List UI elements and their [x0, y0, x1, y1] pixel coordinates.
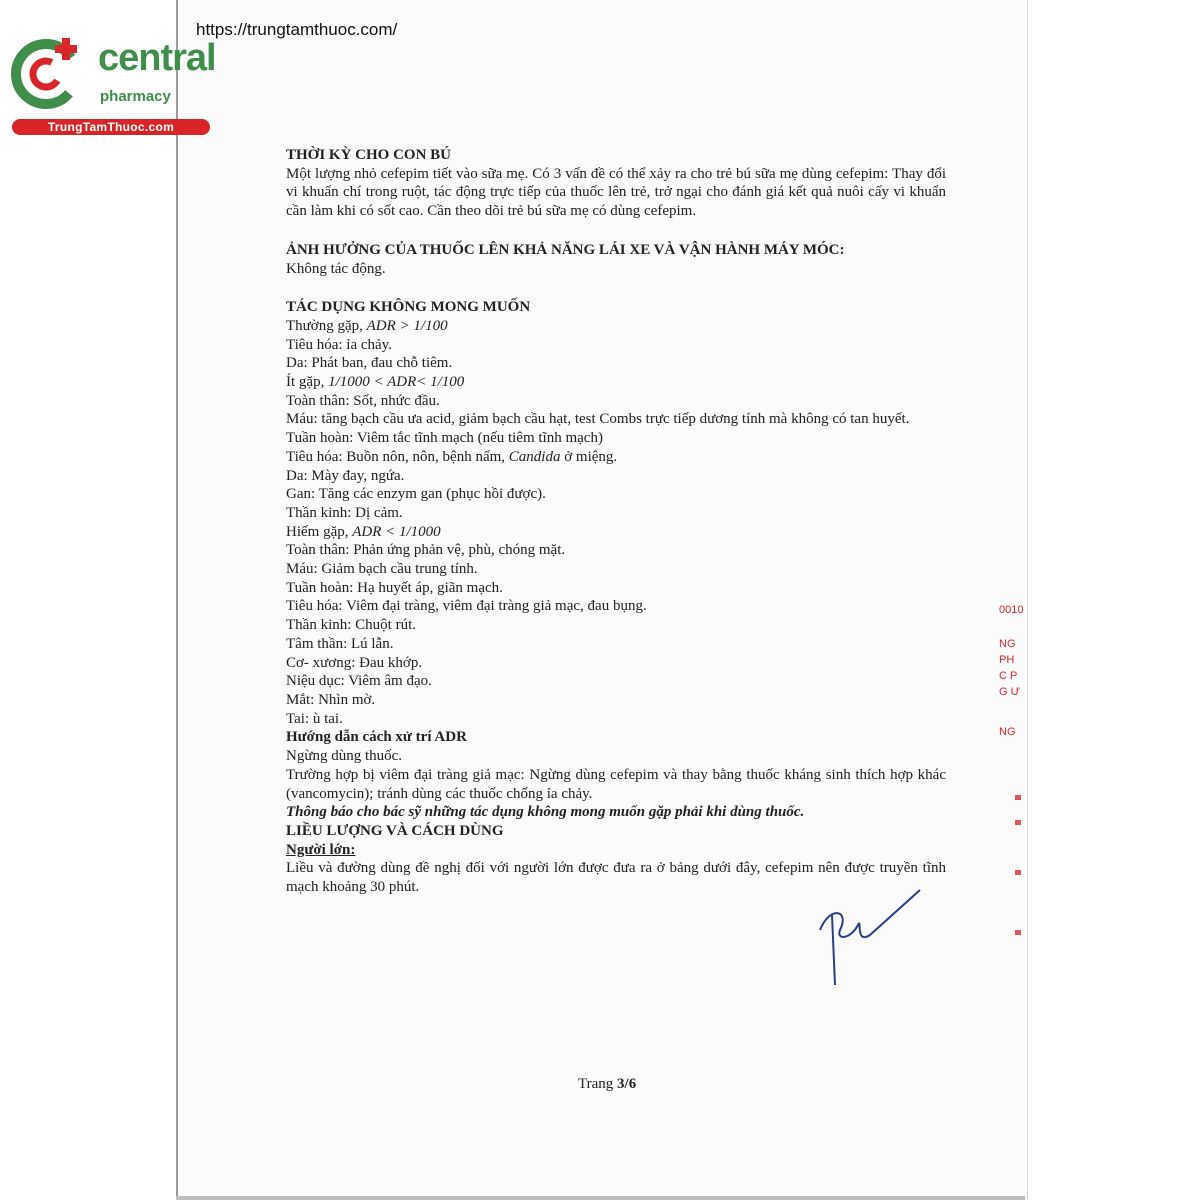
logo-text: central — [98, 37, 216, 79]
list-item: Da: Mày đay, ngứa. — [286, 467, 405, 484]
stamp-text: C P — [999, 670, 1018, 682]
frequency-value: ADR < 1/1000 — [352, 523, 441, 540]
list-item: Thần kinh: Dị cảm. — [286, 504, 403, 521]
stamp-text: NG — [999, 726, 1016, 738]
list-item: Ngừng dùng thuốc. — [286, 748, 403, 765]
page-label: Trang — [578, 1076, 618, 1092]
frequency-label: Thường gặp, — [286, 317, 367, 334]
stamp-mark — [1015, 795, 1021, 800]
list-item: Cơ- xương: Đau khớp. — [286, 654, 423, 671]
section-title-driving: ẢNH HƯỞNG CỦA THUỐC LÊN KHẢ NĂNG LÁI XE VÀ VẬN HÀNH MÁY MÓC: — [286, 241, 845, 258]
list-item — [286, 448, 946, 467]
list-item: Tuần hoàn: Hạ huyết áp, giãn mạch. — [286, 579, 503, 596]
frequency-common — [286, 317, 946, 336]
list-item: Tuần hoàn: Viêm tắc tĩnh mạch (nếu tiêm tĩnh mạch) — [286, 430, 603, 447]
section-title-breastfeeding: THỜI KỲ CHO CON BÚ — [286, 147, 452, 163]
list-item: Da: Phát ban, đau chỗ tiêm. — [286, 355, 453, 372]
list-item: Tai: ù tai. — [286, 710, 343, 727]
list-item: Máu: tăng bạch cầu ưa acid, giảm bạch cầu hạt, test Combs trực tiếp dương tính mà không có tan huyết. — [286, 411, 910, 428]
document-body — [286, 146, 946, 897]
site-url[interactable]: https://trungtamthuoc.com/ — [196, 20, 398, 39]
frequency-label: Ít gặp, — [286, 374, 329, 391]
logo-band[interactable]: TrungTamThuoc.com — [12, 119, 210, 135]
dosage-paragraph: Liều và đường dùng đề nghị đối với người lớn được đưa ra ở bảng dưới đây, cefepim nên được truyền tĩnh mạch khoảng 30 phút. — [286, 860, 946, 896]
stamp-text: 0010 — [999, 604, 1024, 616]
notice-text: Thông báo cho bác sỹ những tác dụng không mong muốn gặp phải khi dùng thuốc. — [286, 804, 805, 821]
logo-subtitle: pharmacy — [100, 88, 171, 105]
stamp-text: NG — [999, 638, 1016, 650]
list-item: Trường hợp bị viêm đại tràng giả mạc: Ngừng dùng cefepim và thay bằng thuốc kháng sinh thích hợp khác (vancomycin); tránh dùng các thuốc chống ỉa chảy. — [286, 766, 946, 802]
page-number — [578, 1076, 636, 1093]
stamp-text: G Ư — [999, 686, 1021, 698]
list-item: Mắt: Nhìn mờ. — [286, 691, 376, 708]
list-item: Tiêu hóa: Viêm đại tràng, viêm đại tràng giả mạc, đau bụng. — [286, 598, 647, 615]
list-item-text: ở miệng. — [560, 448, 618, 465]
list-item: Tiêu hóa: ỉa chảy. — [286, 336, 392, 353]
driving-paragraph: Không tác động. — [286, 260, 386, 277]
frequency-value: ADR > 1/100 — [366, 317, 448, 334]
candida-term: Candida — [508, 448, 561, 465]
signature-mark — [810, 885, 930, 995]
list-item: Toàn thân: Phản ứng phản vệ, phù, chóng mặt. — [286, 542, 566, 559]
frequency-value: 1/1000 < ADR< 1/100 — [328, 374, 465, 391]
page-bottom-edge — [176, 1196, 1025, 1200]
list-item: Toàn thân: Sốt, nhức đầu. — [286, 392, 440, 409]
list-item: Niệu dục: Viêm âm đạo. — [286, 673, 432, 690]
list-item: Tâm thần: Lú lẫn. — [286, 635, 394, 652]
section-title-dosage: LIỀU LƯỢNG VÀ CÁCH DÙNG — [286, 822, 504, 839]
adult-subtitle: Người lớn: — [286, 841, 356, 858]
breastfeeding-paragraph: Một lượng nhỏ cefepim tiết vào sữa mẹ. Có 3 vấn đề có thể xảy ra cho trẻ bú sữa mẹ dùng cefepim: Thay đổi vi khuẩn chí trong ruột, tác động trực tiếp của thuốc lên trẻ, trở ngại cho đánh giá kết quả nuôi cấy vi khuẩn cần làm khi có sốt cao. Cần theo dõi trẻ bú sữa mẹ có dùng cefepim. — [286, 165, 946, 220]
frequency-label: Hiếm gặp, — [286, 523, 353, 540]
section-title-side-effects: TÁC DỤNG KHÔNG MONG MUỐN — [286, 299, 531, 316]
page-count: 3/6 — [617, 1076, 637, 1092]
stamp-mark — [1015, 820, 1021, 825]
list-item: Thần kinh: Chuột rút. — [286, 617, 416, 634]
stamp-text: PH — [999, 654, 1015, 666]
frequency-rare — [286, 523, 946, 542]
adr-handling-title: Hướng dẫn cách xử trí ADR — [286, 729, 467, 746]
stamp-mark — [1015, 930, 1021, 935]
logo-mark-icon — [10, 36, 90, 116]
frequency-uncommon — [286, 373, 946, 392]
stamp-mark — [1015, 870, 1021, 875]
list-item: Máu: Giảm bạch cầu trung tính. — [286, 561, 478, 578]
list-item-text: Tiêu hóa: Buồn nôn, nôn, bệnh nấm, — [286, 448, 509, 465]
central-pharmacy-logo — [10, 36, 215, 136]
list-item: Gan: Tăng các enzym gan (phục hồi được). — [286, 486, 546, 503]
red-stamp-edge — [995, 595, 1027, 940]
